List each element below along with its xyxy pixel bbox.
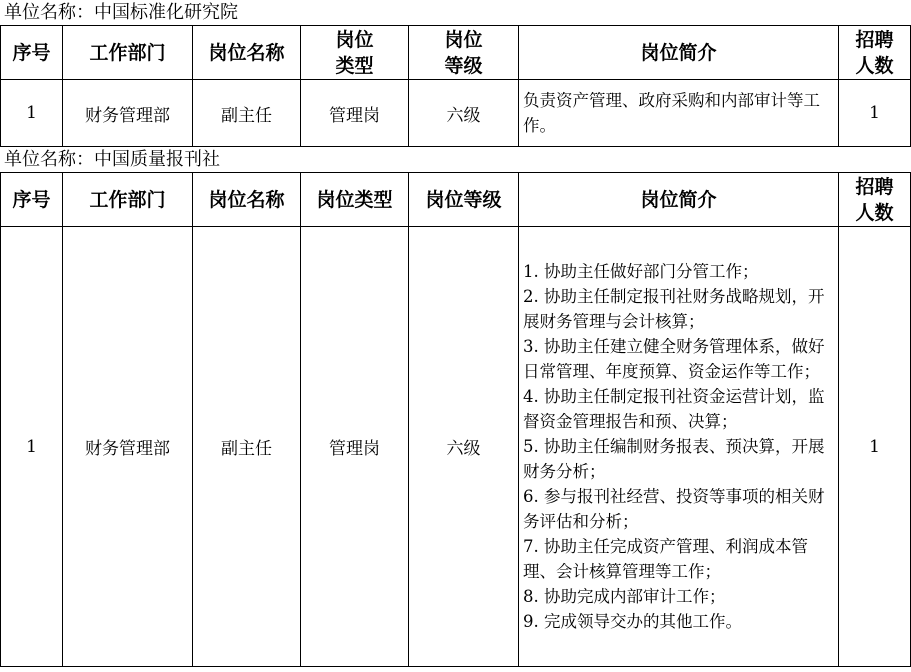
unit-name-label: 单位名称：中国标准化研究院 bbox=[4, 2, 238, 23]
cell-dept: 财务管理部 bbox=[63, 227, 193, 667]
cell-count: 1 bbox=[839, 80, 911, 147]
cell-seq: 1 bbox=[1, 80, 63, 147]
header-dept: 工作部门 bbox=[63, 173, 193, 227]
table-header-row bbox=[1, 26, 911, 80]
header-seq: 序号 bbox=[1, 173, 63, 227]
intro-item: 6. 参与报刊社经营、投资等事项的相关财务评估和分析； bbox=[523, 487, 825, 531]
cell-dept: 财务管理部 bbox=[63, 80, 193, 147]
header-type-line2: 类型 bbox=[335, 54, 374, 77]
cell-type: 管理岗 bbox=[301, 227, 409, 667]
header-post: 岗位名称 bbox=[193, 26, 301, 80]
unit-name-label: 单位名称：中国质量报刊社 bbox=[4, 149, 220, 170]
header-type: 岗位类型 bbox=[301, 173, 409, 227]
cell-type: 管理岗 bbox=[301, 80, 409, 147]
table-row bbox=[1, 80, 911, 147]
header-post: 岗位名称 bbox=[193, 173, 301, 227]
header-level: 岗位等级 bbox=[409, 173, 519, 227]
intro-item: 3. 协助主任建立健全财务管理体系，做好日常管理、年度预算、资金运作等工作； bbox=[523, 337, 825, 381]
header-level bbox=[409, 26, 519, 80]
cell-count: 1 bbox=[839, 227, 911, 667]
header-count-line2: 人数 bbox=[855, 201, 894, 224]
cell-seq: 1 bbox=[1, 227, 63, 667]
cell-post: 副主任 bbox=[193, 80, 301, 147]
intro-item: 1. 协助主任做好部门分管工作； bbox=[523, 262, 759, 281]
cell-intro bbox=[519, 227, 839, 667]
intro-item: 4. 协助主任制定报刊社资金运营计划，监督资金管理报告和预、决算； bbox=[523, 387, 825, 431]
intro-item: 7. 协助主任完成资产管理、利润成本管理、会计核算管理等工作； bbox=[523, 537, 808, 581]
header-count bbox=[839, 173, 911, 227]
job-table bbox=[0, 172, 911, 667]
header-count-line1: 招聘 bbox=[855, 175, 894, 198]
header-dept: 工作部门 bbox=[63, 26, 193, 80]
intro-item: 2. 协助主任制定报刊社财务战略规划，开展财务管理与会计核算； bbox=[523, 287, 825, 331]
cell-level: 六级 bbox=[409, 80, 519, 147]
header-level-line2: 等级 bbox=[444, 54, 483, 77]
intro-item: 5. 协助主任编制财务报表、预决算，开展财务分析； bbox=[523, 437, 825, 481]
cell-level: 六级 bbox=[409, 227, 519, 667]
intro-item: 8. 协助完成内部审计工作； bbox=[523, 587, 726, 606]
header-type-line1: 岗位 bbox=[335, 28, 374, 51]
header-count-line2: 人数 bbox=[855, 54, 894, 77]
intro-item: 9. 完成领导交办的其他工作。 bbox=[523, 612, 742, 631]
table-row bbox=[1, 227, 911, 667]
header-intro: 岗位简介 bbox=[519, 173, 839, 227]
header-count bbox=[839, 26, 911, 80]
job-table bbox=[0, 25, 911, 147]
header-level-line1: 岗位 bbox=[444, 28, 483, 51]
header-count-line1: 招聘 bbox=[855, 28, 894, 51]
cell-post: 副主任 bbox=[193, 227, 301, 667]
header-intro: 岗位简介 bbox=[519, 26, 839, 80]
table-header-row bbox=[1, 173, 911, 227]
header-seq: 序号 bbox=[1, 26, 63, 80]
cell-intro: 负责资产管理、政府采购和内部审计等工作。 bbox=[519, 80, 839, 147]
header-type bbox=[301, 26, 409, 80]
